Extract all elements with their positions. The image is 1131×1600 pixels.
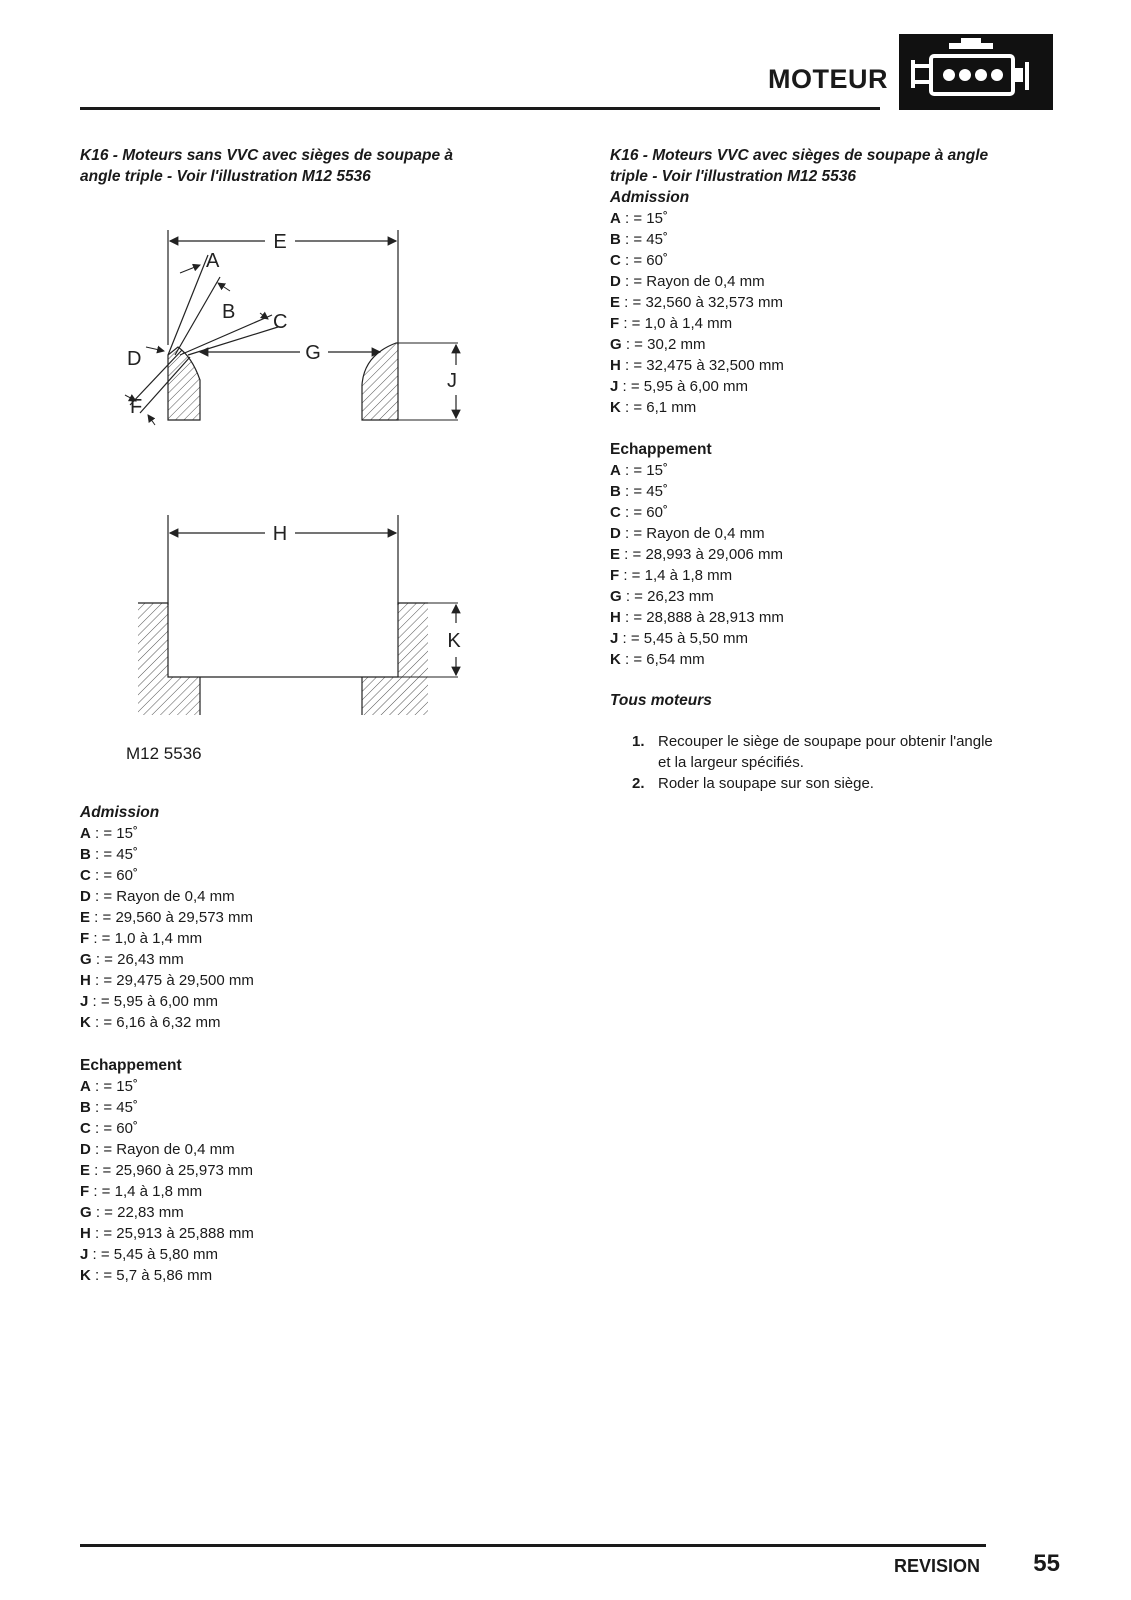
spec-key: F [80, 930, 90, 947]
tous-moteurs-heading: Tous moteurs [610, 692, 712, 709]
spec-key: D [610, 525, 621, 542]
label-K: K [447, 630, 461, 652]
left-echappement-list [80, 1076, 500, 1286]
right-admission-heading: Admission [610, 189, 690, 206]
spec-item [610, 607, 1070, 628]
spec-key: C [80, 1120, 91, 1137]
spec-value: : = Rayon de 0,4 mm [620, 273, 765, 290]
footer-label: REVISION [893, 1556, 980, 1576]
label-J: J [447, 370, 457, 392]
spec-value: : = 1,4 à 1,8 mm [619, 567, 733, 584]
spec-value: : = 5,95 à 6,00 mm [88, 993, 218, 1010]
spec-item [610, 292, 1070, 313]
spec-item [80, 886, 500, 907]
spec-item [80, 1244, 500, 1265]
label-A: A [206, 250, 220, 272]
left-echappement-heading: Echappement [80, 1057, 182, 1074]
spec-value: : = 32,475 à 32,500 mm [620, 357, 784, 374]
spec-value: : = 45˚ [90, 846, 138, 863]
spec-key: E [610, 294, 621, 311]
spec-key: K [610, 651, 621, 668]
spec-value: : = 5,7 à 5,86 mm [90, 1267, 213, 1284]
spec-item [80, 1202, 500, 1223]
spec-item [80, 844, 500, 865]
engine-block-icon [899, 34, 1053, 110]
spec-value: : = 1,0 à 1,4 mm [619, 315, 733, 332]
spec-key: F [610, 315, 620, 332]
spec-key: E [80, 1162, 91, 1179]
spec-key: G [80, 951, 92, 968]
spec-key: A [80, 825, 91, 842]
spec-key: G [610, 588, 622, 605]
right-admission-block [610, 187, 1070, 418]
spec-item [80, 1181, 500, 1202]
spec-item [610, 481, 1070, 502]
procedure-step [610, 731, 1070, 773]
spec-item [610, 649, 1070, 670]
spec-item [610, 523, 1070, 544]
spec-value: : = 60˚ [620, 252, 668, 269]
spec-item [80, 1139, 500, 1160]
label-B: B [222, 301, 236, 323]
spec-value: : = 26,43 mm [91, 951, 184, 968]
left-title-line: angle triple - Voir l'illustration M12 5536 [80, 168, 371, 185]
spec-value: : = 25,913 à 25,888 mm [90, 1225, 254, 1242]
spec-key: A [610, 462, 621, 479]
spec-value: : = Rayon de 0,4 mm [620, 525, 765, 542]
spec-value: : = Rayon de 0,4 mm [90, 888, 235, 905]
spec-item [610, 376, 1070, 397]
spec-key: F [80, 1183, 90, 1200]
left-section-title [80, 145, 560, 187]
step-text: Roder la soupape sur son siège. [658, 775, 874, 792]
spec-value: : = Rayon de 0,4 mm [90, 1141, 235, 1158]
spec-value: : = 15˚ [90, 1078, 138, 1095]
spec-key: B [80, 1099, 91, 1116]
spec-item [610, 460, 1070, 481]
spec-key: B [80, 846, 91, 863]
spec-item [610, 355, 1070, 376]
label-H: H [272, 523, 288, 545]
spec-item [80, 928, 500, 949]
step-number: 1. [632, 733, 645, 750]
spec-value: : = 22,83 mm [91, 1204, 184, 1221]
label-E: E [273, 231, 287, 253]
right-echappement-list [610, 460, 1070, 670]
left-admission-list [80, 823, 500, 1033]
spec-value: : = 15˚ [620, 462, 668, 479]
left-title-line: K16 - Moteurs sans VVC avec sièges de soupape à [80, 147, 454, 164]
spec-key: D [80, 1141, 91, 1158]
spec-item [80, 1097, 500, 1118]
spec-key: A [80, 1078, 91, 1095]
spec-item [80, 1118, 500, 1139]
spec-key: H [80, 972, 91, 989]
spec-item [610, 271, 1070, 292]
spec-key: J [610, 378, 619, 395]
spec-value: : = 29,475 à 29,500 mm [90, 972, 254, 989]
spec-value: : = 6,54 mm [620, 651, 705, 668]
spec-item [610, 208, 1070, 229]
spec-key: J [80, 993, 89, 1010]
step-text: et la largeur spécifiés. [658, 754, 804, 771]
spec-key: G [610, 336, 622, 353]
spec-value: : = 60˚ [90, 1120, 138, 1137]
footer-rule [80, 1544, 986, 1547]
spec-item [610, 544, 1070, 565]
spec-value: : = 5,95 à 6,00 mm [618, 378, 748, 395]
spec-key: F [610, 567, 620, 584]
label-D: D [127, 348, 142, 370]
label-G: G [305, 342, 321, 364]
spec-item [80, 823, 500, 844]
spec-item [610, 334, 1070, 355]
spec-item [80, 1076, 500, 1097]
spec-value: : = 26,23 mm [621, 588, 714, 605]
spec-key: C [610, 252, 621, 269]
spec-key: H [610, 609, 621, 626]
left-echappement-block [80, 1055, 500, 1286]
step-number: 2. [632, 775, 645, 792]
header-rule [80, 107, 880, 110]
right-echappement-heading: Echappement [610, 441, 712, 458]
spec-item [80, 949, 500, 970]
spec-item [80, 1160, 500, 1181]
spec-key: K [610, 399, 621, 416]
spec-item [80, 991, 500, 1012]
spec-key: E [610, 546, 621, 563]
spec-key: B [610, 483, 621, 500]
spec-value: : = 5,45 à 5,80 mm [88, 1246, 218, 1263]
spec-key: D [610, 273, 621, 290]
spec-item [610, 586, 1070, 607]
spec-value: : = 45˚ [620, 483, 668, 500]
right-title-line: K16 - Moteurs VVC avec sièges de soupape à angle [610, 147, 989, 164]
spec-item [610, 313, 1070, 334]
spec-value: : = 1,4 à 1,8 mm [89, 1183, 203, 1200]
spec-item [80, 1223, 500, 1244]
spec-value: : = 28,993 à 29,006 mm [620, 546, 784, 563]
spec-value: : = 28,888 à 28,913 mm [620, 609, 784, 626]
spec-key: B [610, 231, 621, 248]
spec-value: : = 45˚ [620, 231, 668, 248]
right-title-line: triple - Voir l'illustration M12 5536 [610, 168, 857, 185]
spec-value: : = 30,2 mm [621, 336, 706, 353]
spec-key: J [610, 630, 619, 647]
right-section-title [610, 145, 1090, 187]
spec-key: H [80, 1225, 91, 1242]
spec-value: : = 25,960 à 25,973 mm [90, 1162, 254, 1179]
spec-value: : = 1,0 à 1,4 mm [89, 930, 203, 947]
spec-key: J [80, 1246, 89, 1263]
spec-value: : = 45˚ [90, 1099, 138, 1116]
spec-value: : = 15˚ [90, 825, 138, 842]
spec-value: : = 32,560 à 32,573 mm [620, 294, 784, 311]
spec-value: : = 60˚ [90, 867, 138, 884]
page-number: 55 [1033, 1550, 1060, 1577]
spec-key: C [80, 867, 91, 884]
section-title: MOTEUR [768, 64, 888, 94]
valve-seat-diagram [100, 215, 500, 775]
spec-value: : = 29,560 à 29,573 mm [90, 909, 254, 926]
spec-item [80, 907, 500, 928]
spec-value: : = 6,1 mm [620, 399, 697, 416]
step-text: Recouper le siège de soupape pour obtenir l'angle [658, 733, 993, 750]
spec-key: E [80, 909, 91, 926]
spec-item [610, 565, 1070, 586]
spec-key: D [80, 888, 91, 905]
spec-value: : = 6,16 à 6,32 mm [90, 1014, 221, 1031]
spec-key: A [610, 210, 621, 227]
right-echappement-block [610, 439, 1070, 670]
label-F: F [130, 396, 143, 418]
spec-value: : = 15˚ [620, 210, 668, 227]
figure-caption: M12 5536 [126, 744, 202, 763]
spec-value: : = 60˚ [620, 504, 668, 521]
spec-item [610, 229, 1070, 250]
right-admission-list [610, 208, 1070, 418]
spec-key: H [610, 357, 621, 374]
label-C: C [273, 311, 288, 333]
spec-key: K [80, 1267, 91, 1284]
spec-item [80, 1012, 500, 1033]
tous-moteurs-block [610, 690, 1070, 794]
spec-item [610, 397, 1070, 418]
spec-item [610, 502, 1070, 523]
spec-item [610, 250, 1070, 271]
left-admission-block [80, 802, 500, 1033]
left-admission-heading: Admission [80, 804, 160, 821]
spec-item [80, 865, 500, 886]
spec-item [610, 628, 1070, 649]
spec-item [80, 970, 500, 991]
spec-key: C [610, 504, 621, 521]
spec-key: K [80, 1014, 91, 1031]
spec-value: : = 5,45 à 5,50 mm [618, 630, 748, 647]
procedure-steps [610, 731, 1070, 794]
procedure-step [610, 773, 1070, 794]
spec-key: G [80, 1204, 92, 1221]
spec-item [80, 1265, 500, 1286]
